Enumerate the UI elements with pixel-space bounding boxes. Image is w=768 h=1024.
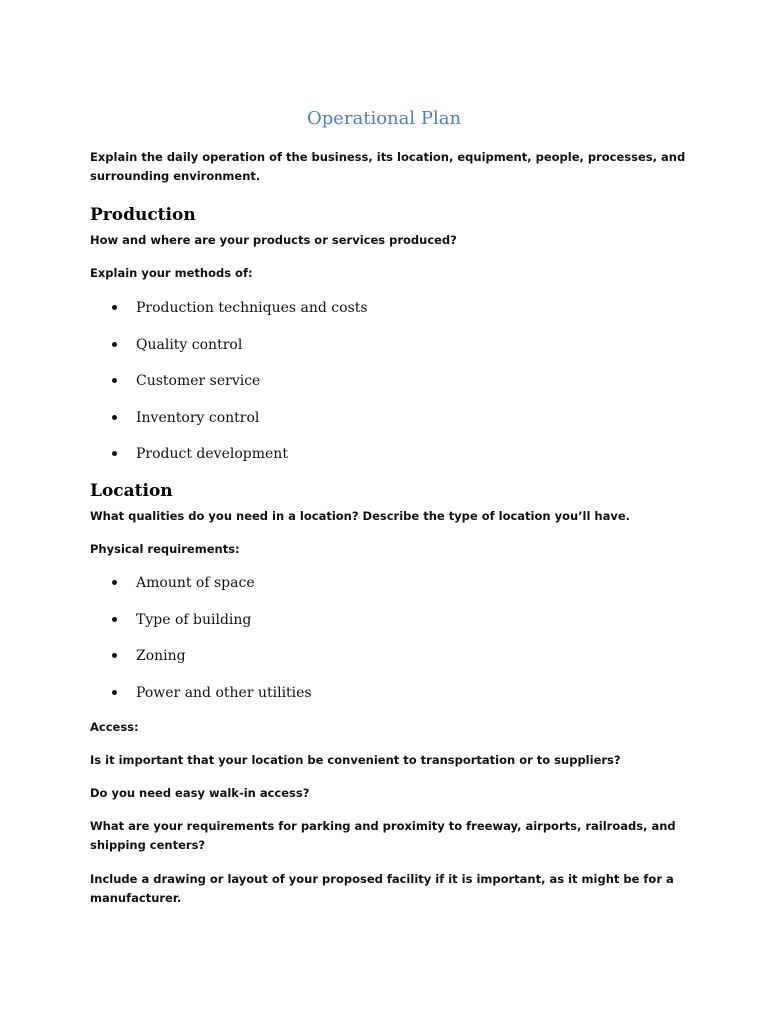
bullet-icon (112, 580, 117, 585)
access-facility-layout: Include a drawing or layout of your proposed facility if it is important, as it might be for a manufacturer. (90, 872, 674, 905)
list-item (112, 335, 368, 372)
list-item-text: Type of building (136, 611, 252, 628)
document-title: Operational Plan (306, 108, 462, 129)
bullet-icon (112, 690, 117, 695)
list-item-text: Amount of space (136, 575, 255, 591)
list-item-text: Customer service (136, 373, 261, 389)
list-item-text: Production techniques and costs (136, 300, 368, 316)
physical-requirements-label: Physical requirements: (90, 542, 240, 556)
access-question-parking: What are your requirements for parking and proximity to freeway, airports, railroads, and shipping centers? (90, 819, 676, 852)
list-item (112, 408, 368, 445)
list-item (112, 444, 368, 481)
bullet-icon (112, 451, 117, 456)
list-item (112, 683, 312, 720)
list-item (112, 646, 312, 683)
list-item (112, 371, 368, 408)
bullet-icon (112, 653, 117, 658)
list-item (112, 573, 312, 610)
access-question-walk-in: Do you need easy walk-in access? (90, 786, 310, 800)
production-methods-list (112, 298, 368, 481)
production-question: How and where are your products or services produced? (90, 233, 457, 247)
access-label: Access: (90, 720, 139, 734)
production-methods-label: Explain your methods of: (90, 266, 253, 280)
bullet-icon (112, 305, 117, 310)
list-item (112, 610, 312, 647)
bullet-icon (112, 617, 117, 622)
production-heading: Production (90, 205, 196, 225)
bullet-icon (112, 342, 117, 347)
list-item-text: Inventory control (136, 409, 260, 426)
bullet-icon (112, 378, 117, 383)
list-item-text: Power and other utilities (136, 684, 312, 701)
list-item (112, 298, 368, 335)
bullet-icon (112, 415, 117, 420)
location-heading: Location (90, 481, 173, 501)
physical-requirements-list (112, 573, 312, 719)
list-item-text: Quality control (136, 336, 243, 353)
intro-paragraph: Explain the daily operation of the business, its location, equipment, people, processes, and surrounding environment. (90, 150, 686, 183)
access-question-transportation: Is it important that your location be convenient to transportation or to suppliers? (90, 753, 621, 767)
location-question: What qualities do you need in a location? Describe the type of location you’ll have. (90, 509, 631, 523)
list-item-text: Zoning (136, 648, 186, 664)
list-item-text: Product development (136, 446, 288, 462)
